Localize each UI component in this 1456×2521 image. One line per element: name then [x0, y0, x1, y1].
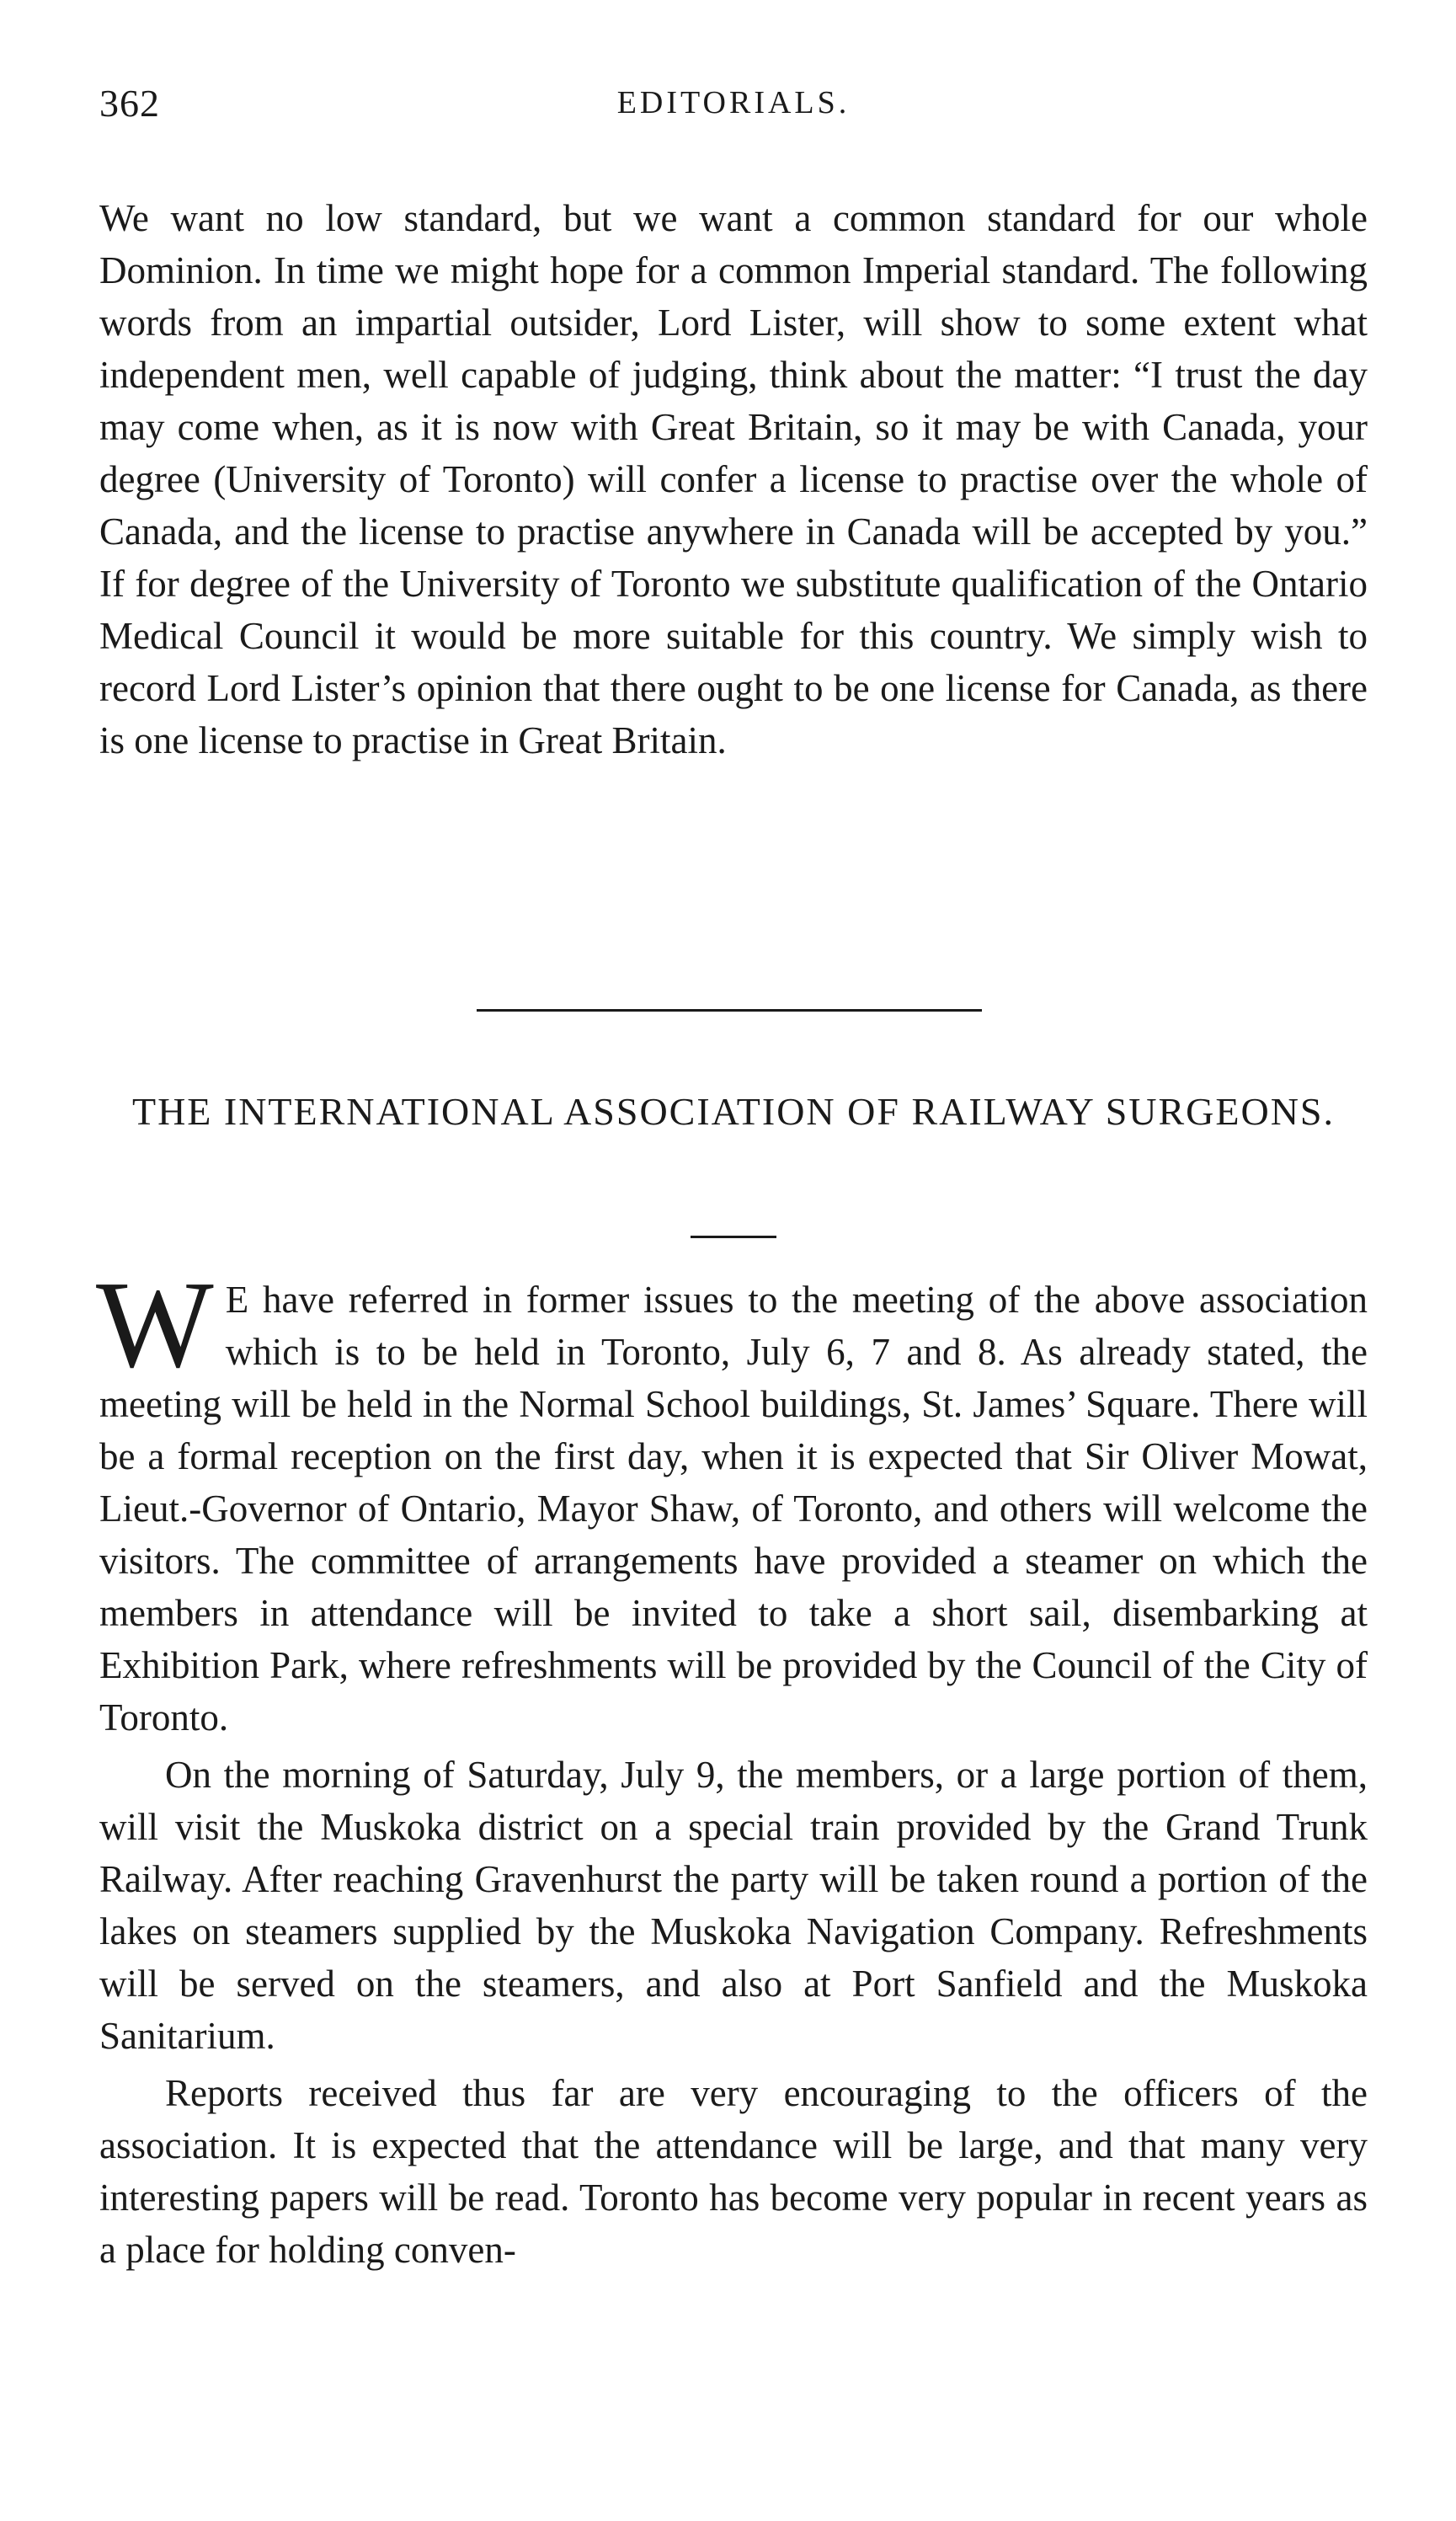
- continued-paragraph-block: [99, 192, 1368, 766]
- article-paragraph-2: On the morning of Saturday, July 9, the members, or a large portion of them, will visit the Muskoka district on a special train provided by the Grand Trunk Railway. After reaching Gravenhurst the party will be taken round a portion of the lakes on steamers supplied by the Muskoka Navigation Company. Refreshments will be served on the steamers, and also at Port Sanfield and the Muskoka Sanitarium.: [99, 1754, 1368, 2057]
- running-head-title: EDITORIALS.: [616, 85, 851, 120]
- title-underline: [691, 1236, 776, 1238]
- continued-paragraph: We want no low standard, but we want a common standard for our whole Dominion. In time we might hope for a common Imperial standard. The following words from an impartial outsider, Lord Lister, will show to some extent what independent men, well capable of judging, think about the matter: “I trust the day may come when, as it is now with Great Britain, so it may be with Canada, your degree (University of Toronto) will confer a license to practise over the whole of Canada, and the license to practise anywhere in Canada will be accepted by you.” If for degree of the University of Toronto we substitute qualification of the Ontario Medical Council it would be more suitable for this country. We simply wish to record Lord Lister’s opinion that there ought to be one license for Canada, as there is one license to practise in Great Britain.: [99, 197, 1368, 761]
- section-divider: [477, 1009, 982, 1012]
- running-head: [99, 81, 1368, 131]
- page-number: 362: [99, 82, 160, 125]
- article-title: THE INTERNATIONAL ASSOCIATION OF RAILWAY SURGEONS.: [131, 1090, 1336, 1133]
- article-body: [96, 1256, 1368, 2276]
- article-paragraph-1: [96, 1256, 1368, 1744]
- drop-cap: W: [96, 1256, 214, 1394]
- article-paragraph-3: Reports received thus far are very encouraging to the officers of the association. It is expected that the attendance will be large, and that many very interesting papers will be read. Toronto has become very popular in recent years as a place for holding conven-: [99, 2072, 1368, 2271]
- article-paragraph-1-text: E have referred in former issues to the meeting of the above association which is to be held in Toronto, July 6, 7 and 8. As already stated, the meeting will be held in the Normal School buildings, St. James’ Square. There will be a formal reception on the first day, when it is expected that Sir Oliver Mowat, Lieut.-Governor of Ontario, Mayor Shaw, of Toronto, and others will welcome the visitors. The committee of arrangements have provided a steamer on which the members in attendance will be invited to take a short sail, disembarking at Exhibition Park, where refreshments will be provided by the Council of the City of Toronto.: [99, 1279, 1368, 1739]
